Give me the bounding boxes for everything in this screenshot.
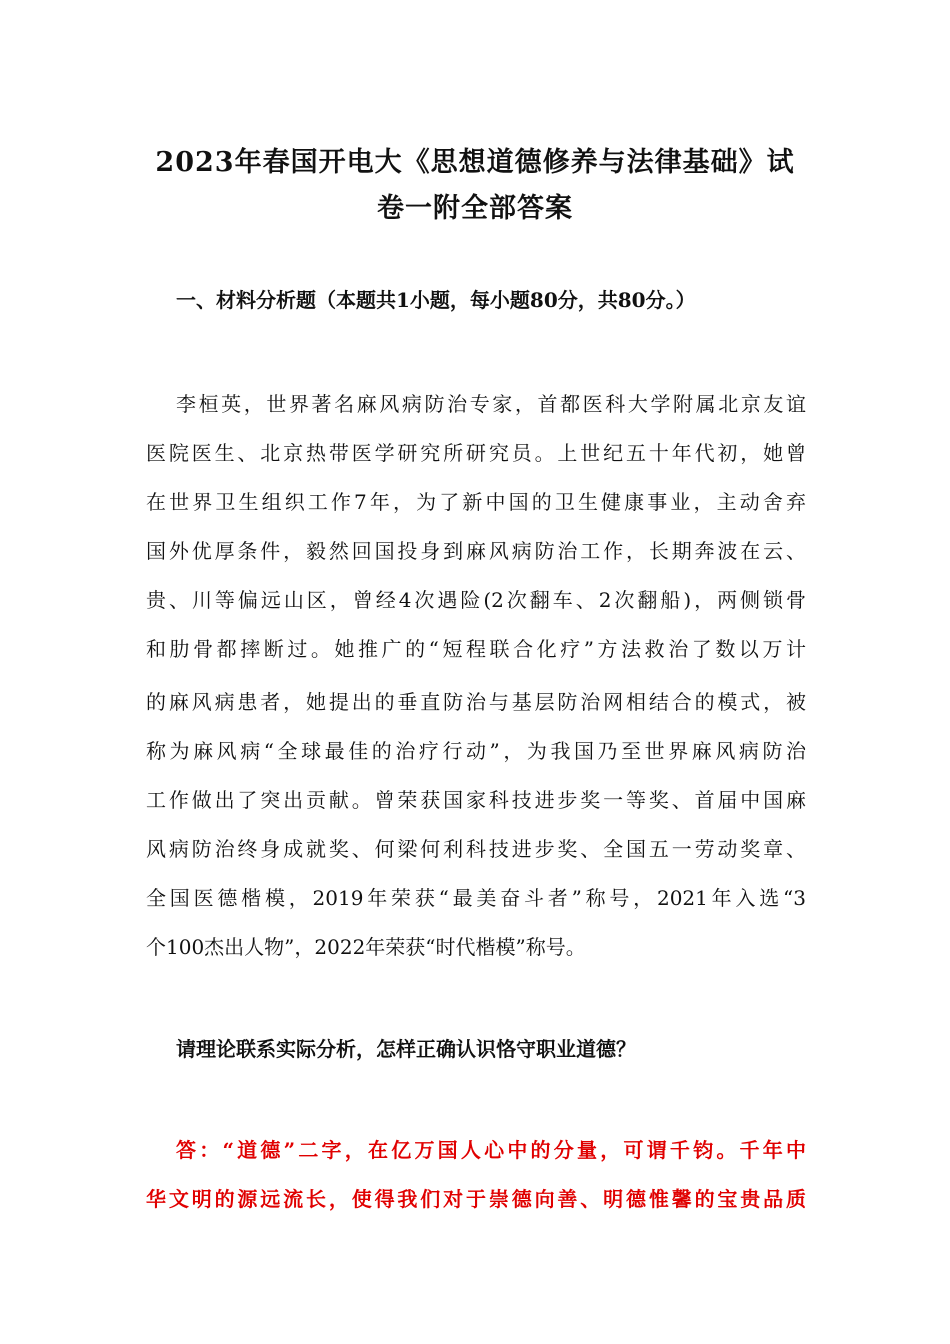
- material-line: 李桓英，世界著名麻风病防治专家，首都医科大学附属北京友谊: [176, 392, 806, 416]
- material-line: 工作做出了突出贡献。曾荣获国家科技进步奖一等奖、首届中国麻: [146, 788, 806, 812]
- material-line: 个100杰出人物”，2022年荣获“时代楷模”称号。: [146, 935, 586, 959]
- material-line: 和肋骨都摔断过。她推广的“短程联合化疗”方法救治了数以万计: [146, 637, 806, 661]
- answer-line: 华文明的源远流长，使得我们对于崇德向善、明德惟馨的宝贵品质: [146, 1187, 806, 1211]
- document-title-line-1: 2023年春国开电大《思想道德修养与法律基础》试: [155, 147, 795, 178]
- material-line: 称为麻风病“全球最佳的治疗行动”，为我国乃至世界麻风病防治: [146, 739, 806, 763]
- answer-line: 答：“道德”二字，在亿万国人心中的分量，可谓千钧。千年中: [176, 1138, 806, 1162]
- material-line: 全国医德楷模，2019年荣获“最美奋斗者”称号，2021年入选“3: [146, 886, 806, 910]
- material-line: 国外优厚条件，毅然回国投身到麻风病防治工作，长期奔波在云、: [146, 539, 806, 563]
- material-line: 贵、川等偏远山区，曾经4次遇险(2次翻车、2次翻船)，两侧锁骨: [146, 588, 806, 612]
- material-line: 在世界卫生组织工作7年，为了新中国的卫生健康事业，主动舍弃: [146, 490, 806, 514]
- material-line: 风病防治终身成就奖、何梁何利科技进步奖、全国五一劳动奖章、: [146, 837, 806, 861]
- question-text: 请理论联系实际分析，怎样正确认识恪守职业道德？: [176, 1037, 636, 1061]
- material-line: 医院医生、北京热带医学研究所研究员。上世纪五十年代初，她曾: [146, 441, 806, 465]
- document-title-line-2: 卷一附全部答案: [377, 193, 573, 224]
- material-line: 的麻风病患者，她提出的垂直防治与基层防治网相结合的模式，被: [146, 690, 806, 714]
- section-heading: 一、材料分析题（本题共1小题，每小题80分，共80分。）: [176, 288, 696, 312]
